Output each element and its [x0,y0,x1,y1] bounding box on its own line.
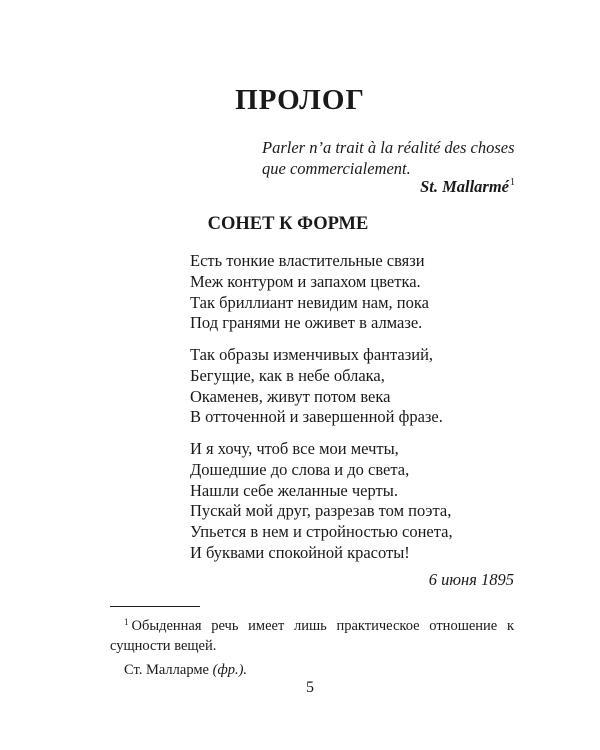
footnote-reference: 1 [510,177,515,188]
epigraph-author-name: St. Mallarmé [420,177,509,196]
stanza [190,439,510,564]
stanza [190,251,510,334]
footnote [110,612,514,680]
verse-line: Так образы изменчивых фантазий, [190,345,434,364]
footnote-signature-name: Ст. Малларме [124,662,209,678]
footnote-marker: 1 [124,617,129,627]
poem-date: 6 июня 1895 [428,570,514,589]
verse-line: Нашли себе желанные черты. [190,480,398,500]
poem-title: СОНЕТ К ФОРМЕ [207,214,369,234]
verse-line: Пускай мой друг, разрезав том поэта, [190,501,452,521]
section-title: ПРОЛОГ [235,84,365,116]
footnote-signature-note: (фр.). [212,662,248,678]
verse-line: Есть тонкие властительные связи [190,251,425,270]
epigraph [262,137,515,179]
verse-line: И я хочу, чтоб все мои мечты, [190,439,399,458]
verse-line: Бегущие, как в небе облака, [190,365,385,385]
epigraph-line: Parler n’a trait à la réalité des choses [262,138,515,157]
verse-line: И буквами спокойной красоты! [190,542,410,562]
verse-line: Под гранями не оживет в алмазе. [190,313,423,333]
verse-line: В отточенной и завершенной фразе. [190,407,443,427]
page-number: 5 [306,679,314,696]
footnote-body: Обыденная речь имеет лишь практическое отношение к сущности вещей. [110,618,514,654]
epigraph-line: que commercialement. [262,159,411,178]
verse-line: Меж контуром и запахом цветка. [190,271,421,291]
stanza [190,345,510,428]
verse-line: Окаменев, живут потом века [190,386,391,406]
footnote-divider [110,606,200,607]
epigraph-author [262,177,515,197]
verse-line: Дошедшие до слова и до света, [190,459,410,479]
verse-line: Упьется в нем и стройностью сонета, [190,522,453,542]
footnote-text [110,612,514,656]
verse-line: Так бриллиант невидим нам, пока [190,292,429,312]
footnote-signature [110,660,514,680]
